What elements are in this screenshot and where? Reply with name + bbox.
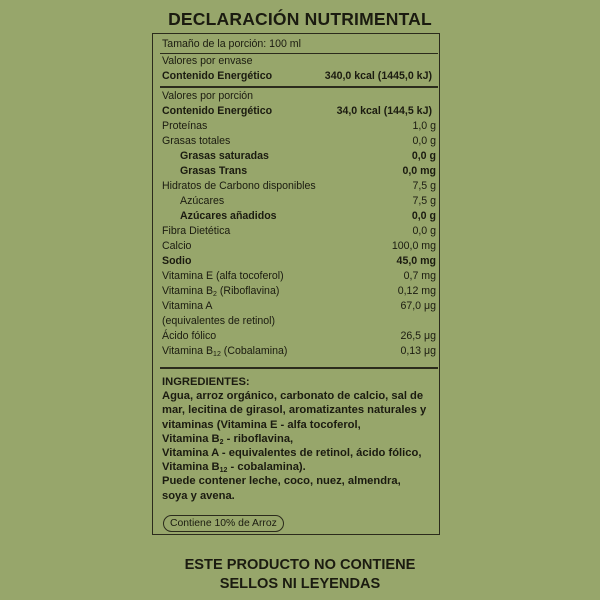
nutrient-value: 26,5 μg	[400, 330, 436, 342]
portion-energy-row	[162, 104, 436, 119]
ingredients-heading: INGREDIENTES:	[162, 376, 250, 388]
ingredients-line: mar, lecitina de girasol, aromatizantes naturales y	[162, 404, 427, 417]
nutrient-value: 100,0 mg	[391, 240, 436, 252]
ingredients-line: Vitamina $B_{12}$ - cobalamina).	[162, 461, 306, 475]
per-container-label: Valores por envase	[162, 55, 253, 67]
nutrient-label: Sodio	[162, 255, 192, 267]
container-energy-row	[162, 69, 436, 84]
per-portion-row	[162, 89, 436, 104]
portion-energy-value: 34,0 kcal (144,5 kJ)	[336, 105, 432, 117]
divider-thick	[160, 367, 438, 369]
per-container-row	[162, 54, 436, 69]
nutrient-value: 0,0 g	[412, 225, 436, 237]
nutrient-label: Azúcares añadidos	[180, 210, 277, 222]
ingredients	[162, 375, 438, 503]
nutrient-label: Hidratos de Carbono disponibles	[162, 180, 316, 192]
ingredients-line: Vitamina $B_2$ - riboflavina,	[162, 432, 294, 446]
container-energy-label: Contenido Energético	[162, 70, 273, 82]
portion-energy-label: Contenido Energético	[162, 105, 273, 117]
nutrient-row	[162, 269, 436, 284]
footer-line: SELLOS NI LEYENDAS	[219, 576, 381, 592]
nutrient-label: Vitamina $B_{12}$ (Cobalamina)	[162, 345, 288, 358]
nutrient-value: 0,0 mg	[402, 165, 436, 177]
nutrient-row	[162, 179, 436, 194]
nutrient-label: Proteínas	[162, 120, 208, 132]
ingredients-line: Vitamina A - equivalentes de retinol, ácido fólico,	[162, 447, 422, 460]
nutrient-value: 0,0 g	[412, 135, 436, 147]
nutrient-value: 45,0 mg	[396, 255, 436, 267]
nutrient-label: Vitamina A	[162, 300, 213, 312]
nutrient-label: Grasas totales	[162, 135, 231, 147]
allergen-line: Puede contener leche, coco, nuez, almendra,	[162, 475, 401, 488]
nutrient-value: 7,5 g	[412, 195, 436, 207]
nutrient-value: 0,13 μg	[400, 345, 436, 357]
nutrient-label: Grasas Trans	[180, 165, 248, 177]
allergen-line: soya y avena.	[162, 489, 235, 502]
nutrient-value: 0,0 g	[411, 210, 436, 222]
footer-line: ESTE PRODUCTO NO CONTIENE	[184, 557, 416, 573]
nutrient-row	[162, 164, 436, 179]
nutrient-label-line2: (equivalentes de retinol)	[162, 315, 276, 327]
nutrient-row	[162, 209, 436, 224]
nutrient-value: 0,0 g	[411, 150, 436, 162]
label-title: DECLARACIÓN NUTRIMENTAL	[168, 9, 432, 29]
nutrient-row	[162, 299, 436, 314]
container-energy-value: 340,0 kcal (1445,0 kJ)	[324, 70, 432, 82]
nutrient-row	[162, 284, 436, 299]
serving-size: Tamaño de la porción: 100 ml	[162, 38, 301, 50]
nutrient-row	[162, 329, 436, 344]
nutrient-row	[162, 134, 436, 149]
footer-notice	[0, 556, 600, 594]
nutrient-label: Vitamina $B_2$ (Riboflavina)	[162, 285, 280, 298]
nutrient-label: Vitamina E (alfa tocoferol)	[162, 270, 284, 282]
nutrient-row	[162, 194, 436, 209]
ingredients-line: vitaminas (Vitamina E - alfa tocoferol,	[162, 418, 361, 431]
nutrient-value: 0,7 mg	[403, 270, 436, 282]
nutrient-value: 7,5 g	[412, 180, 436, 192]
ingredients-line: Agua, arroz orgánico, carbonato de calcio, sal de	[162, 390, 424, 403]
nutrient-label: Grasas saturadas	[180, 150, 269, 162]
nutrient-row-continued	[162, 314, 436, 329]
nutrient-row	[162, 224, 436, 239]
per-portion-heading: Valores por porción	[162, 90, 254, 102]
divider-thick	[160, 86, 438, 88]
nutrient-row	[162, 119, 436, 134]
serving-size-row	[162, 37, 436, 52]
nutrient-label: Calcio	[162, 240, 192, 252]
nutrient-value: 67,0 μg	[400, 300, 436, 312]
nutrient-row	[162, 254, 436, 269]
nutrient-row	[162, 239, 436, 254]
nutrient-label: Fibra Dietética	[162, 225, 231, 237]
nutrient-value: 0,12 mg	[397, 285, 436, 297]
nutrient-label: Ácido fólico	[162, 330, 217, 342]
nutrient-row	[162, 149, 436, 164]
nutrient-value: 1,0 g	[412, 120, 436, 132]
nutrient-label: Azúcares	[180, 195, 225, 207]
nutrient-row	[162, 344, 436, 359]
rice-content-badge: Contiene 10% de Arroz	[163, 515, 284, 532]
